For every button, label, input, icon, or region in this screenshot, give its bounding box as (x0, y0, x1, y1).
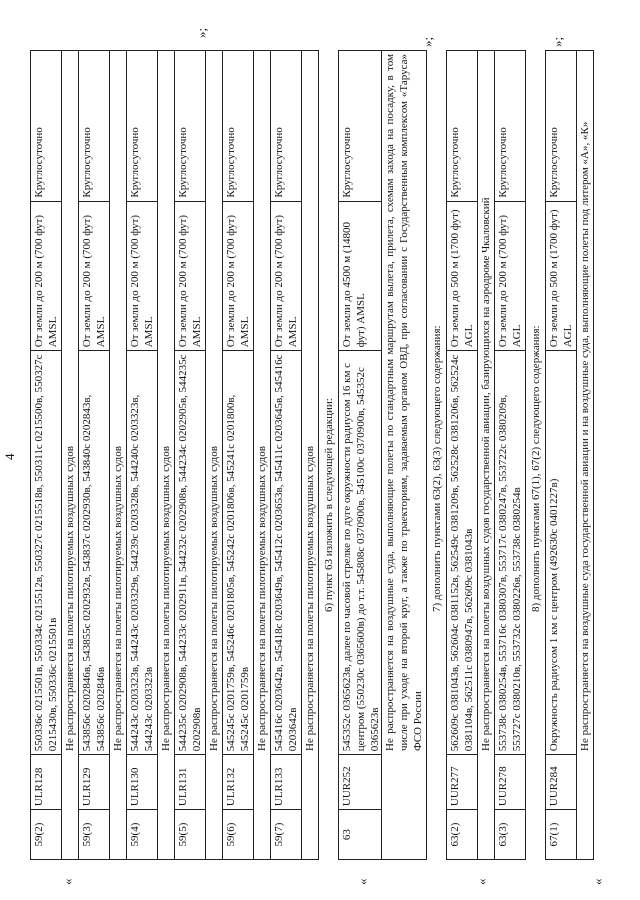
zone-coordinates: 545416с 0203642в, 545418с 0203649в, 545412с 0203653в, 545411с 0203645в, 545416с 0203642в (271, 350, 301, 754)
zone-time: Круглосуточно (548, 127, 560, 198)
row-note: Не распространяется на полеты пилотируемых воздушных судов (62, 50, 79, 860)
zone-time: Круглосуточно (81, 127, 93, 198)
section-heading-6: 6) пункт 63 изложить в следующей редакции: (323, 398, 335, 612)
zone-coordinates: 544235с 0202908в, 544233с 0202911в, 544232с 0202908в, 544234с 0202905в, 544235с 0202908в (175, 350, 205, 754)
zone-time: Круглосуточно (225, 127, 237, 198)
row-note: Не распространяется на полеты пилотируемых воздушных судов (302, 50, 319, 860)
page-number: 4 (2, 453, 17, 460)
row-number: 59(2) (31, 809, 61, 859)
zone-coordinates: 543856с 0202846в, 543855с 0202932в, 543837с 0202930в, 543840с 0202843в, 543856с 0202846в (79, 350, 109, 754)
table-row (223, 50, 254, 860)
zone-coordinates: 550336с 0215501в, 550334с 0215512в, 550327с 0215518в, 550311с 0215500в, 550327с 0215430в, 550336с 0215501в (31, 350, 61, 754)
zone-altitude: От земли до 200 м (700 фут) AMSL (31, 201, 61, 351)
zone-code: UUR278 (495, 754, 525, 809)
row-number: 59(3) (79, 809, 109, 859)
zone-coordinates: Окружность радиусом 1 км с центром (492630с 0401227в) (546, 350, 576, 754)
table-row (495, 50, 526, 860)
airspace-table (30, 27, 594, 860)
section-heading-8: 8) дополнить пунктами 67(1), 67(2) следующего содержания: (530, 325, 542, 612)
zone-altitude: От земли до 200 м (700 фут) AMSL (175, 201, 205, 351)
zone-time: Круглосуточно (341, 127, 353, 198)
zone-altitude: От земли до 200 м (700 фут) AMSL (79, 201, 109, 351)
opening-quote: « (60, 878, 75, 885)
row-number: 59(7) (271, 809, 301, 859)
zone-time: Круглосуточно (497, 127, 509, 198)
row-number: 63(2) (447, 809, 477, 859)
row-number: 67(1) (546, 809, 576, 859)
table-row (545, 50, 577, 860)
zone-code: ULR129 (79, 754, 109, 809)
zone-altitude: От земли до 200 м (700 фут) AMSL (271, 201, 301, 351)
closing-quote: »; (550, 36, 565, 47)
zone-code: UUR284 (546, 754, 576, 809)
zone-time: Круглосуточно (449, 127, 461, 198)
row-note: Не распространяется на воздушные суда государственной авиации и на воздушные суда, выполняющие полеты под литером «А», «К» (577, 50, 594, 860)
row-number: 59(4) (127, 809, 157, 859)
zone-time: Круглосуточно (33, 127, 45, 198)
row-number: 59(6) (223, 809, 253, 859)
zone-altitude: От земли до 200 м (700 фут) AMSL (127, 201, 157, 351)
zone-code: UUR252 (339, 754, 381, 809)
zone-coordinates: 562609с 0381043в, 562604с 0381152в, 562549с 0381209в, 562528с 0381206в, 562524с 0381104в, 562511с 0380947в, 562609с 0381043в (447, 350, 477, 754)
row-note: Не распространяется на полеты пилотируемых воздушных судов (206, 50, 223, 860)
opening-quote: « (355, 878, 370, 885)
row-note: Не распространяется на полеты воздушных судов государственной авиации, базирующихся на аэродроме Чкаловский (478, 50, 495, 860)
zone-altitude: От земли до 500 м (1700 фут) AGL (447, 201, 477, 351)
opening-quote: « (590, 878, 605, 885)
table-section-59 (30, 50, 319, 860)
closing-quote: »; (420, 36, 435, 47)
row-note: Не распространяется на полеты пилотируемых воздушных судов (254, 50, 271, 860)
zone-time: Круглосуточно (177, 127, 189, 198)
zone-coordinates: 553738с 0380254в, 553716с 0380307в, 553717с 0380247в, 553722с 0380209в, 553727с 0380210в, 553732с 0380226в, 553738с 0380254в (495, 350, 525, 754)
row-number: 63(3) (495, 809, 525, 859)
row-number: 59(5) (175, 809, 205, 859)
zone-altitude: От земли до 200 м (700 фут) AGL (495, 201, 525, 351)
row-note: Не распространяется на полеты пилотируемых воздушных судов (158, 50, 175, 860)
table-row (446, 50, 478, 860)
zone-code: UUR277 (447, 754, 477, 809)
table-row (175, 50, 206, 860)
table-row (127, 50, 158, 860)
zone-time: Круглосуточно (129, 127, 141, 198)
zone-code: ULR133 (271, 754, 301, 809)
zone-code: ULR128 (31, 754, 61, 809)
section-heading-7: 7) дополнить пунктами 63(2), 63(3) следующего содержания: (431, 325, 443, 612)
zone-code: ULR132 (223, 754, 253, 809)
row-number: 63 (339, 809, 381, 859)
zone-coordinates: 545352с 0365623в, далее по часовой стрелке по дуге окружности радиусом 16 км с центром (550230с 0365600в) до т.т. 545808с 0370900в, 545100с 0370900в, 545352с 0365623в (339, 350, 381, 754)
zone-altitude: От земли до 4500 м (14800 фут) AMSL (339, 201, 381, 351)
zone-altitude: От земли до 500 м (1700 фут) AGL (546, 201, 576, 351)
table-section-63 (446, 50, 526, 860)
table-row (338, 50, 382, 860)
row-note: Не распространяется на полеты пилотируемых воздушных судов (110, 50, 127, 860)
row-note: Не распространяется на воздушные суда, выполняющие полеты по стандартным маршрутам вылета, прилета, схемам захода на посадку, в том числе при уходе на второй круг, а также по траекториям, задаваемым органом ОВД, при согласовании с Государственным комплексом «Таруса» ФСО России (382, 50, 427, 860)
opening-quote: « (474, 878, 489, 885)
zone-coordinates: 544243с 0203323в, 544243с 0203329в, 544239с 0203328в, 544240с 0203323в, 544243с 0203323в (127, 350, 157, 754)
zone-code: ULR130 (127, 754, 157, 809)
closing-quote: »; (194, 27, 209, 38)
zone-coordinates: 545245с 0201759в, 545246с 0201805в, 545242с 0201806в, 545241с 0201800в, 545245с 0201759в (223, 350, 253, 754)
table-row (271, 50, 302, 860)
table-row (30, 50, 62, 860)
zone-code: ULR131 (175, 754, 205, 809)
zone-time: Круглосуточно (273, 127, 285, 198)
zone-altitude: От земли до 200 м (700 фут) AMSL (223, 201, 253, 351)
table-row (79, 50, 110, 860)
